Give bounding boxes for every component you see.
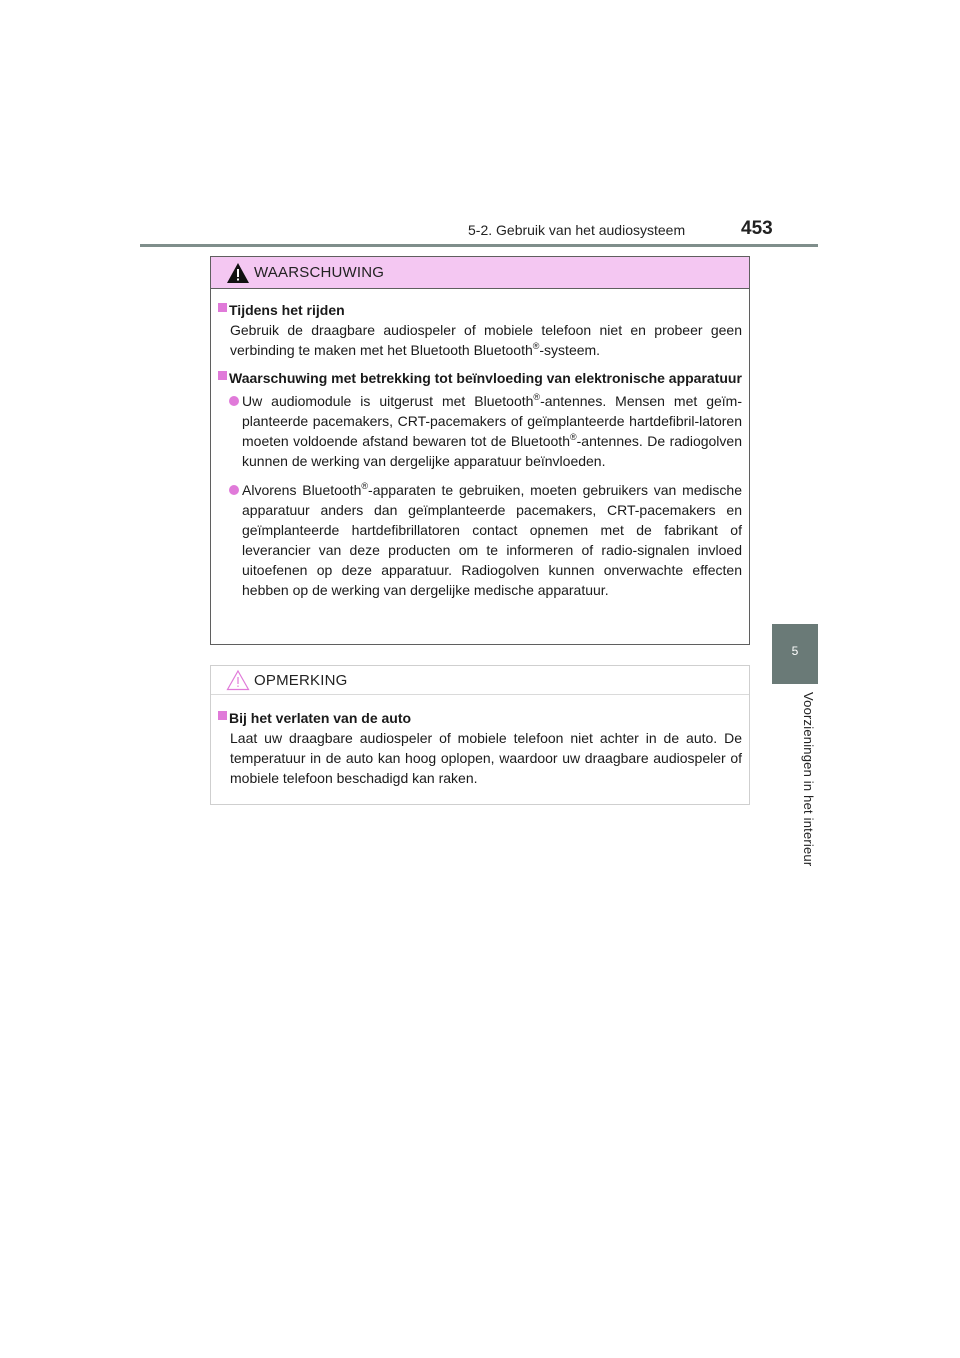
square-bullet-icon [218, 711, 227, 720]
square-bullet-icon [218, 303, 227, 312]
caution-outline-icon [226, 669, 250, 691]
round-bullet-icon [229, 485, 239, 495]
section-heading: Bij het verlaten van de auto [229, 710, 412, 726]
page-section-title: 5-2. Gebruik van het audiosysteem [468, 222, 686, 238]
bullet-text [242, 391, 742, 471]
note-title: OPMERKING [254, 672, 348, 689]
registered-mark: ® [361, 481, 369, 491]
chapter-number: 5 [791, 644, 799, 658]
section-heading: Waarschuwing met betrekking tot beïnvloeding van elektronische apparatuur [229, 370, 742, 386]
round-bullet-icon [229, 396, 239, 406]
warning-title: WAARSCHUWING [254, 264, 385, 281]
text-part: Gebruik de draagbare audiospeler of mobiele telefoon niet en probeer geen verbinding te maken met het Bluetooth Bluetooth [230, 322, 742, 358]
chapter-label: Voorzieningen in het interieur [801, 692, 816, 867]
section-text [229, 320, 742, 360]
bullet-text [242, 480, 742, 600]
text-part: -antennes. De radiogolven kunnen de werking van dergelijke apparatuur beïnvloeden. [242, 433, 742, 469]
section-text: Laat uw draagbare audiospeler of mobiele telefoon niet achter in de auto. De temperatuur in de auto kan hoog oplopen, waardoor uw draagbare audiospeler of mobiele telefoon beschadigd kan raken. [230, 730, 742, 786]
registered-mark: ® [569, 432, 577, 442]
text-part: -apparaten te gebruiken, moeten gebruikers van medische apparatuur anders dan geïmplanteerde pacemakers, CRT-pacemakers en geïmplanteerde hartdefibrillatoren contact opnemen met de fabrikant of leverancier van deze producten om te informeren of radio-signalen invloed uitoefenen op deze apparatuur. Radiogolven kunnen onverwachte effecten hebben op de werking van dergelijke medische apparatuur. [242, 482, 742, 598]
note-section [211, 708, 749, 788]
registered-mark: ® [533, 392, 541, 402]
note-header [211, 666, 749, 695]
note-box [210, 665, 750, 805]
warning-section-driving [211, 300, 749, 360]
page-number: 453 [741, 218, 773, 239]
registered-mark: ® [532, 341, 540, 351]
list-item [229, 391, 742, 471]
section-heading: Tijdens het rijden [229, 302, 345, 318]
text-part: Uw audiomodule is uitgerust met Bluetooth [242, 393, 534, 409]
warning-header [211, 257, 749, 289]
warning-section-electronics [211, 368, 749, 600]
text-part: -antennes. Mensen met geïm-planteerde pacemakers, CRT-pacemakers of geïmplanteerde hartdefibril-latoren moeten voldoende afstand bewaren tot de Bluetooth [242, 393, 742, 449]
list-item [229, 480, 742, 600]
header-divider [140, 244, 818, 247]
text-part: -systeem. [539, 342, 601, 358]
warning-box [210, 256, 750, 645]
chapter-tab [772, 624, 818, 684]
square-bullet-icon [218, 371, 227, 380]
text-part: Alvorens Bluetooth [242, 482, 362, 498]
warning-triangle-icon [226, 262, 250, 284]
